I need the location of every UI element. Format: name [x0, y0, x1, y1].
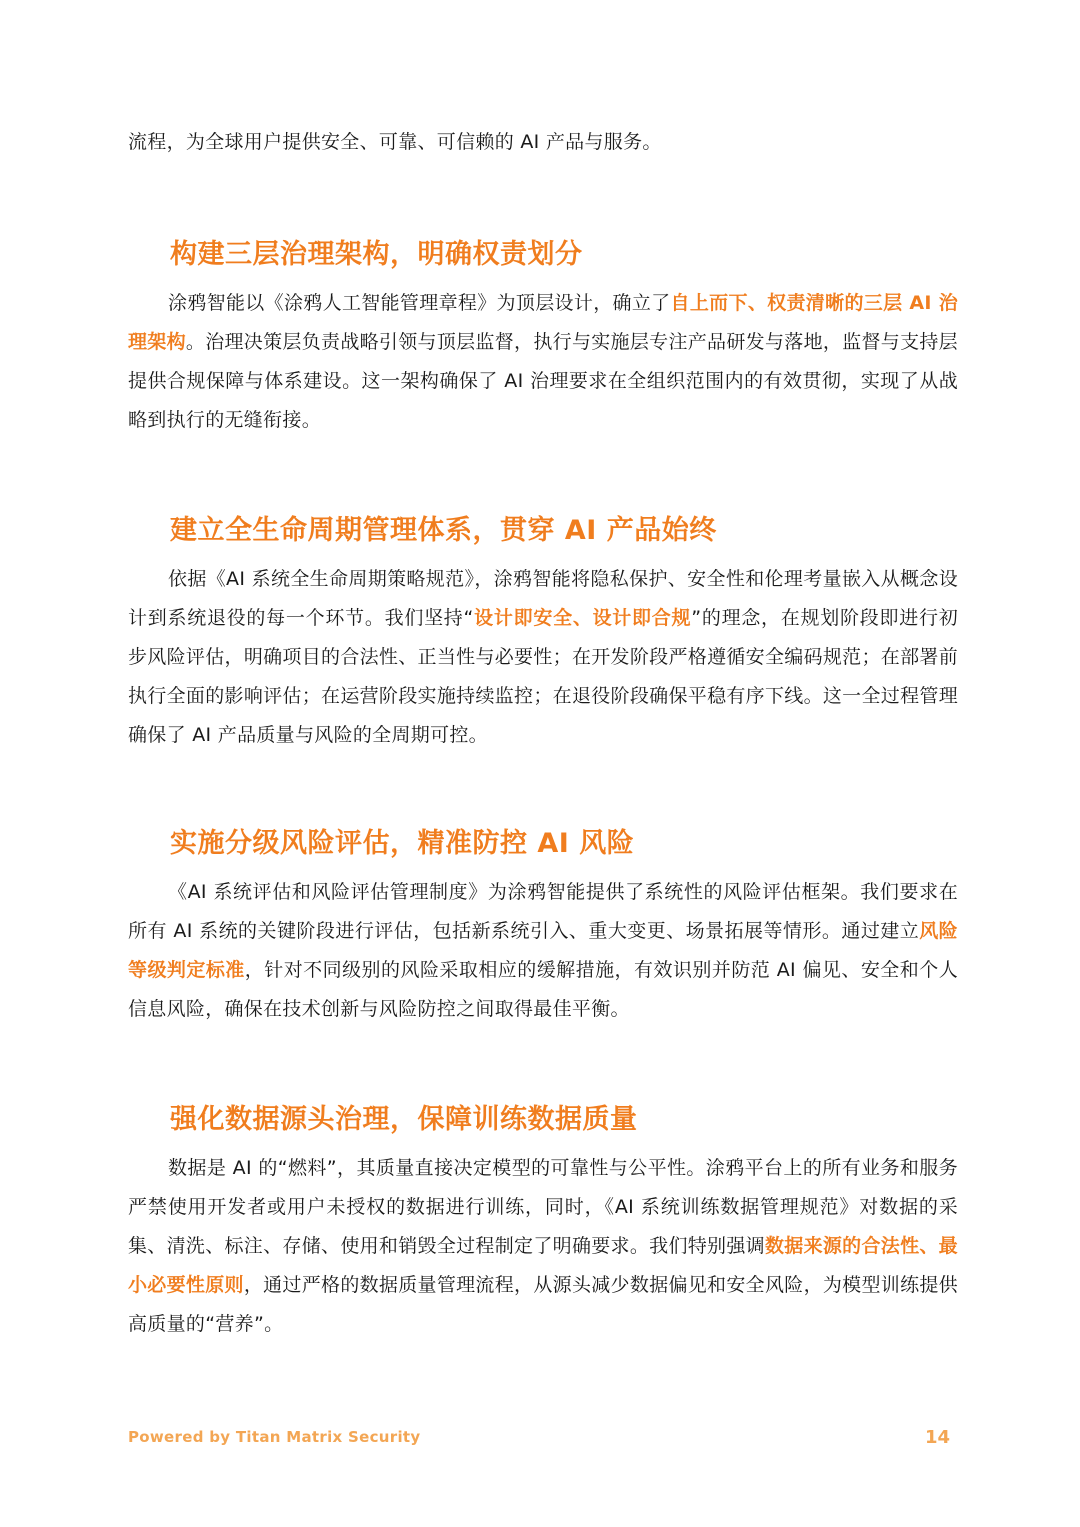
highlight-text: 数据来源的合法性、最小必要性原则	[128, 1235, 958, 1296]
page-number: 14	[924, 1427, 950, 1448]
section-heading-data-governance: 强化数据源头治理，保障训练数据质量	[170, 1104, 638, 1135]
footer-powered-by: Powered by Titan Matrix Security	[128, 1428, 421, 1446]
paragraph-text: 依据《AI 系统全生命周期策略规范》，涂鸦智能将隐私保护、安全性和伦理考量嵌入从概念设计到系统退役的每一个环节。我们坚持“	[128, 568, 958, 629]
paragraph-text: 。治理决策层负责战略引领与顶层监督，执行与实施层专注产品研发与落地，监督与支持层提供合规保障与体系建设。这一架构确保了 AI 治理要求在全组织范围内的有效贯彻，实现了从战略到执行的无缝衔接。	[128, 331, 958, 431]
paragraph-text: 数据是 AI 的“燃料”，其质量直接决定模型的可靠性与公平性。涂鸦平台上的所有业务和服务严禁使用开发者或用户未授权的数据进行训练，同时，《AI 系统训练数据管理规范》对数据的采集、清洗、标注、存储、使用和销毁全过程制定了明确要求。我们特别强调	[128, 1157, 958, 1257]
paragraph-text: 《AI 系统评估和风险评估管理制度》为涂鸦智能提供了系统性的风险评估框架。我们要求在所有 AI 系统的关键阶段进行评估，包括新系统引入、重大变更、场景拓展等情形。通过建立	[128, 881, 958, 942]
section-paragraph-lifecycle-management	[128, 560, 958, 755]
paragraph-text: ，针对不同级别的风险采取相应的缓解措施，有效识别并防范 AI 偏见、安全和个人信息风险，确保在技术创新与风险防控之间取得最佳平衡。	[128, 959, 958, 1020]
highlight-text: 自上而下、权责清晰的三层 AI 治理架构	[128, 292, 958, 353]
highlight-text: 设计即安全、设计即合规	[473, 607, 692, 629]
section-heading-risk-assessment: 实施分级风险评估，精准防控 AI 风险	[170, 828, 635, 859]
section-paragraph-risk-assessment	[128, 873, 958, 1029]
paragraph-text: ”的理念，在规划阶段即进行初步风险评估，明确项目的合法性、正当性与必要性；在开发阶段严格遵循安全编码规范；在部署前执行全面的影响评估；在运营阶段实施持续监控；在退役阶段确保平稳有序下线。这一全过程管理确保了 AI 产品质量与风险的全周期可控。	[128, 607, 959, 746]
section-heading-lifecycle-management: 建立全生命周期管理体系，贯穿 AI 产品始终	[170, 515, 717, 546]
section-paragraph-data-governance	[128, 1149, 958, 1344]
section-paragraph-governance-architecture	[128, 284, 958, 440]
paragraph-text: ，通过严格的数据质量管理流程，从源头减少数据偏见和安全风险，为模型训练提供高质量的“营养”。	[128, 1274, 958, 1335]
intro-paragraph: 流程，为全球用户提供安全、可靠、可信赖的 AI 产品与服务。	[128, 131, 662, 153]
paragraph-text: 涂鸦智能以《涂鸦人工智能管理章程》为顶层设计，确立了	[168, 292, 671, 314]
highlight-text: 风险等级判定标准	[128, 920, 958, 981]
section-heading-governance-architecture: 构建三层治理架构，明确权责划分	[170, 239, 583, 270]
